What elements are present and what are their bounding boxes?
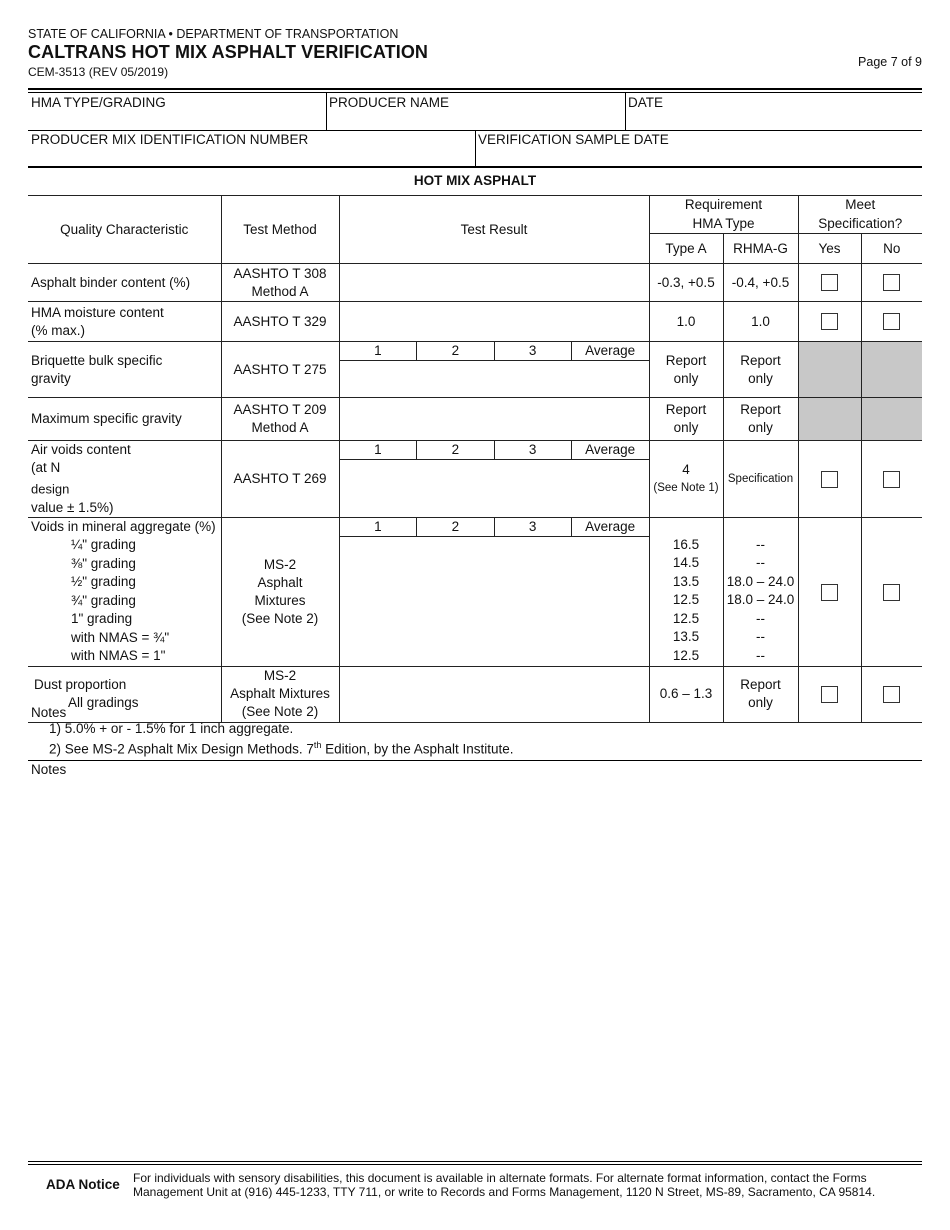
max-sg-type-a: Report only xyxy=(649,398,723,441)
header-rule xyxy=(28,88,922,90)
dust-type-a: 0.6 – 1.3 xyxy=(649,666,723,722)
vma-type-a: 16.5 14.5 13.5 12.5 12.5 13.5 12.5 xyxy=(649,517,723,666)
notes-field[interactable]: Notes xyxy=(31,762,67,777)
verification-sample-date-field[interactable]: VERIFICATION SAMPLE DATE xyxy=(478,132,669,147)
trial-3-header: 3 xyxy=(494,441,571,460)
average-header: Average xyxy=(571,342,648,361)
section-title: HOT MIX ASPHALT xyxy=(413,173,537,188)
table-row xyxy=(28,517,922,666)
air-voids-results xyxy=(339,441,649,518)
ada-notice-text: For individuals with sensory disabilities, this document is available in alternate formats. For alternate format information, contact the Forms Management Unit at (916) 445-1233, TTY 711, or write to Records and Forms Management, 1120 N Street, MS-89, Sacramento, CA 95814. xyxy=(133,1171,876,1199)
trial-2-header: 2 xyxy=(417,342,494,361)
shaded-cell xyxy=(798,398,861,441)
table-row xyxy=(28,342,922,398)
moisture-type-a: 1.0 xyxy=(649,302,723,342)
moisture-rhma-g: 1.0 xyxy=(723,302,798,342)
header-meet: Meet xyxy=(798,196,922,215)
vma-no-checkbox[interactable] xyxy=(883,584,900,601)
air-voids-method: AASHTO T 269 xyxy=(221,441,339,518)
shaded-cell xyxy=(861,342,922,398)
header-yes: Yes xyxy=(798,234,861,264)
ada-notice-label: ADA Notice xyxy=(46,1177,120,1192)
binder-type-a: -0.3, +0.5 xyxy=(649,264,723,302)
header-result: Test Result xyxy=(339,196,649,264)
form-number: CEM-3513 (REV 05/2019) xyxy=(28,65,169,79)
table-row xyxy=(28,302,922,342)
air-voids-rhma-g: Specification xyxy=(723,441,798,518)
trial-1-header: 1 xyxy=(340,342,417,361)
trial-2-header: 2 xyxy=(417,518,494,537)
dust-yes-checkbox[interactable] xyxy=(821,686,838,703)
air-voids-no-checkbox[interactable] xyxy=(883,471,900,488)
moisture-no-checkbox[interactable] xyxy=(883,313,900,330)
vma-rhma-g: -- -- 18.0 – 24.0 18.0 – 24.0 -- -- -- xyxy=(723,517,798,666)
section-rule xyxy=(28,166,922,168)
briquette-trial-3-field[interactable] xyxy=(494,361,571,362)
max-sg-method: AASHTO T 209 Method A xyxy=(221,398,339,441)
max-sg-result-field[interactable] xyxy=(339,398,649,441)
form-title: CALTRANS HOT MIX ASPHALT VERIFICATION xyxy=(28,42,429,62)
trial-3-header: 3 xyxy=(494,342,571,361)
trial-3-header: 3 xyxy=(494,518,571,537)
vma-label: Voids in mineral aggregate (%) ¼" grading ⅜" grading ½" grading ¾" grading 1" grading with NMAS = ¾" with NMAS = 1" xyxy=(28,517,221,666)
briquette-rhma-g: Report only xyxy=(723,342,798,398)
moisture-yes-checkbox[interactable] xyxy=(821,313,838,330)
vma-method: MS-2 Asphalt Mixtures (See Note 2) xyxy=(221,517,339,666)
header-method: Test Method xyxy=(221,196,339,264)
header-requirement: Requirement xyxy=(649,196,798,215)
dust-method: MS-2 Asphalt Mixtures (See Note 2) xyxy=(221,666,339,722)
notes-rule xyxy=(28,760,922,761)
average-header: Average xyxy=(571,518,648,537)
header-type-a: Type A xyxy=(649,234,723,264)
trial-2-header: 2 xyxy=(417,441,494,460)
dust-label: Dust proportion All gradings xyxy=(28,666,221,722)
air-voids-yes-checkbox[interactable] xyxy=(821,471,838,488)
header-rhma-g: RHMA-G xyxy=(723,234,798,264)
moisture-label: HMA moisture content (% max.) xyxy=(28,302,221,342)
air-voids-trial-1-field[interactable] xyxy=(340,460,417,461)
header-no: No xyxy=(861,234,922,264)
table-row xyxy=(28,398,922,441)
vma-yes-checkbox[interactable] xyxy=(821,584,838,601)
vma-trial-1-field[interactable] xyxy=(340,536,417,537)
note-1: 1) 5.0% + or - 1.5% for 1 inch aggregate. xyxy=(49,721,294,736)
air-voids-trial-3-field[interactable] xyxy=(494,460,571,461)
note-2: 2) See MS-2 Asphalt Mix Design Methods. 7th Edition, by the Asphalt Institute. xyxy=(49,740,514,757)
header-quality: Quality Characteristic xyxy=(28,196,221,264)
vma-average-field[interactable] xyxy=(571,536,648,537)
trial-1-header: 1 xyxy=(340,441,417,460)
table-row xyxy=(28,441,922,518)
binder-result-field[interactable] xyxy=(339,264,649,302)
binder-yes-checkbox[interactable] xyxy=(821,274,838,291)
moisture-method: AASHTO T 329 xyxy=(221,302,339,342)
header-rule-thin xyxy=(28,92,922,93)
table-row xyxy=(28,264,922,302)
hma-type-field[interactable]: HMA TYPE/GRADING xyxy=(31,95,166,110)
agency-name: STATE OF CALIFORNIA • DEPARTMENT OF TRANSPORTATION xyxy=(28,27,399,41)
notes-section xyxy=(31,705,514,758)
vma-results xyxy=(339,517,649,666)
max-sg-rhma-g: Report only xyxy=(723,398,798,441)
footer-rule-thin xyxy=(28,1164,922,1165)
shaded-cell xyxy=(798,342,861,398)
max-sg-label: Maximum specific gravity xyxy=(28,398,221,441)
air-voids-type-a: 4 (See Note 1) xyxy=(649,441,723,518)
briquette-method: AASHTO T 275 xyxy=(221,342,339,398)
producer-name-field[interactable]: PRODUCER NAME xyxy=(329,95,450,110)
dust-no-checkbox[interactable] xyxy=(883,686,900,703)
briquette-type-a: Report only xyxy=(649,342,723,398)
briquette-trial-2-field[interactable] xyxy=(417,361,494,362)
header-hma-type: HMA Type xyxy=(649,215,798,234)
briquette-results xyxy=(339,342,649,398)
briquette-label: Briquette bulk specific gravity xyxy=(28,342,221,398)
briquette-trial-1-field[interactable] xyxy=(340,361,417,362)
field-divider xyxy=(625,93,626,131)
air-voids-label: Air voids content (at N $_{design}$ value ± 1.5%) xyxy=(28,441,221,518)
briquette-average-field[interactable] xyxy=(571,361,648,362)
hma-verification-table xyxy=(28,195,922,723)
average-header: Average xyxy=(571,441,648,460)
shaded-cell xyxy=(861,398,922,441)
vma-trial-2-field[interactable] xyxy=(417,536,494,537)
binder-method: AASHTO T 308 Method A xyxy=(221,264,339,302)
header-specification: Specification? xyxy=(798,215,922,234)
field-divider xyxy=(326,93,327,131)
footer-rule xyxy=(28,1161,922,1162)
vma-trial-3-field[interactable] xyxy=(494,536,571,537)
notes-heading: Notes xyxy=(31,705,67,720)
moisture-result-field[interactable] xyxy=(339,302,649,342)
page-number: Page 7 of 9 xyxy=(858,55,922,69)
binder-rhma-g: -0.4, +0.5 xyxy=(723,264,798,302)
trial-1-header: 1 xyxy=(340,518,417,537)
dust-rhma-g: Report only xyxy=(723,666,798,722)
air-voids-trial-2-field[interactable] xyxy=(417,460,494,461)
binder-label: Asphalt binder content (%) xyxy=(28,264,221,302)
producer-mix-id-field[interactable]: PRODUCER MIX IDENTIFICATION NUMBER xyxy=(31,132,309,147)
air-voids-average-field[interactable] xyxy=(571,460,648,461)
field-divider xyxy=(475,131,476,167)
date-field[interactable]: DATE xyxy=(628,95,664,110)
binder-no-checkbox[interactable] xyxy=(883,274,900,291)
